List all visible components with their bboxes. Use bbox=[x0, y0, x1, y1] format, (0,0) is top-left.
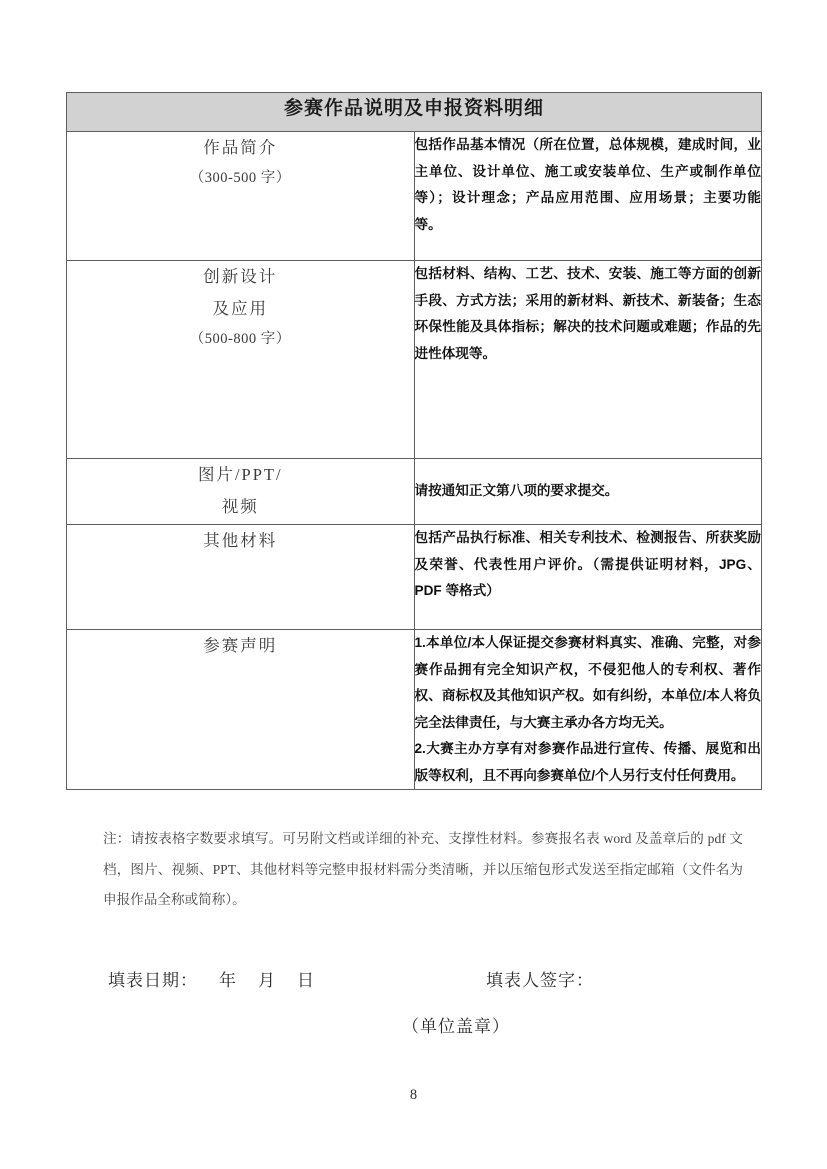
table-row bbox=[67, 132, 762, 261]
row-label-text: 其他材料 bbox=[203, 531, 278, 550]
row-content-text: 包括产品执行标准、相关专利技术、检测报告、所获奖励及荣誉、代表性用户评价。（需提供证明材料，JPG、PDF 等格式） bbox=[414, 530, 761, 598]
row-content-work-intro[interactable] bbox=[414, 132, 762, 261]
row-label-innovation bbox=[67, 261, 415, 459]
table-title: 参赛作品说明及申报资料明细 bbox=[67, 93, 762, 132]
row-content-text: 包括材料、结构、工艺、技术、安装、施工等方面的创新手段、方式方法；采用的新材料、新技术、新装备；生态环保性能及具体指标；解决的技术问题或难题；作品的先进性体现等。 bbox=[414, 266, 761, 361]
row-label-text-line1: 创新设计 bbox=[203, 267, 278, 286]
submission-details-table bbox=[66, 92, 762, 790]
form-note-text: 注：请按表格字数要求填写。可另附文档或详细的补充、支撑性材料。参赛报名表 word 及盖章后的 pdf 文档，图片、视频、PPT、其他材料等完整申报材料需分类清晰，并以压缩包形式发送至指定邮箱（文件名为申报作品全称或简称）。 bbox=[103, 831, 743, 908]
fill-date-label[interactable]: 填表日期： 年 月 日 bbox=[108, 971, 315, 990]
row-label-subtext: （300-500 字） bbox=[189, 170, 291, 187]
table-title-row bbox=[67, 93, 762, 132]
row-label-work-intro bbox=[67, 132, 415, 261]
row-label-text-line2: 视频 bbox=[221, 497, 259, 517]
table-row bbox=[67, 525, 762, 630]
row-label-text-line1: 图片/PPT/ bbox=[197, 465, 283, 484]
table-row bbox=[67, 630, 762, 790]
table-row bbox=[67, 261, 762, 459]
row-label-media bbox=[67, 459, 415, 525]
declaration-item-1: 1.本单位/本人保证提交参赛材料真实、准确、完整，对参赛作品拥有完全知识产权，不侵犯他人的专利权、著作权、商标权及其他知识产权。如有纠纷，本单位/本人将负完全法律责任，与大赛主承办各方均无关。 bbox=[414, 635, 761, 730]
row-label-text-line2: 及应用 bbox=[212, 299, 268, 319]
row-label-text: 参赛声明 bbox=[203, 636, 278, 655]
page-number: 8 bbox=[409, 1087, 418, 1103]
row-content-declaration[interactable] bbox=[414, 630, 762, 790]
row-label-declaration bbox=[67, 630, 415, 790]
form-note bbox=[103, 824, 743, 916]
row-content-text: 请按通知正文第八项的要求提交。 bbox=[414, 483, 619, 499]
row-label-subtext: （500-800 字） bbox=[189, 331, 291, 348]
row-label-text: 作品简介 bbox=[203, 138, 278, 157]
row-content-innovation[interactable] bbox=[414, 261, 762, 459]
row-content-text: 包括作品基本情况（所在位置，总体规模，建成时间，业主单位、设计单位、施工或安装单位、生产或制作单位等）；设计理念；产品应用范围、应用场景；主要功能等。 bbox=[414, 137, 761, 232]
signer-name-label[interactable]: 填表人签字： bbox=[486, 971, 594, 990]
declaration-item-2: 2.大赛主办方享有对参赛作品进行宣传、传播、展览和出版等权利，且不再向参赛单位/个人另行支付任何费用。 bbox=[414, 741, 761, 783]
row-content-media[interactable] bbox=[414, 459, 762, 525]
row-content-other-materials[interactable] bbox=[414, 525, 762, 630]
table-row bbox=[67, 459, 762, 525]
row-label-other-materials bbox=[67, 525, 415, 630]
official-seal-label: （单位盖章） bbox=[402, 1017, 510, 1036]
